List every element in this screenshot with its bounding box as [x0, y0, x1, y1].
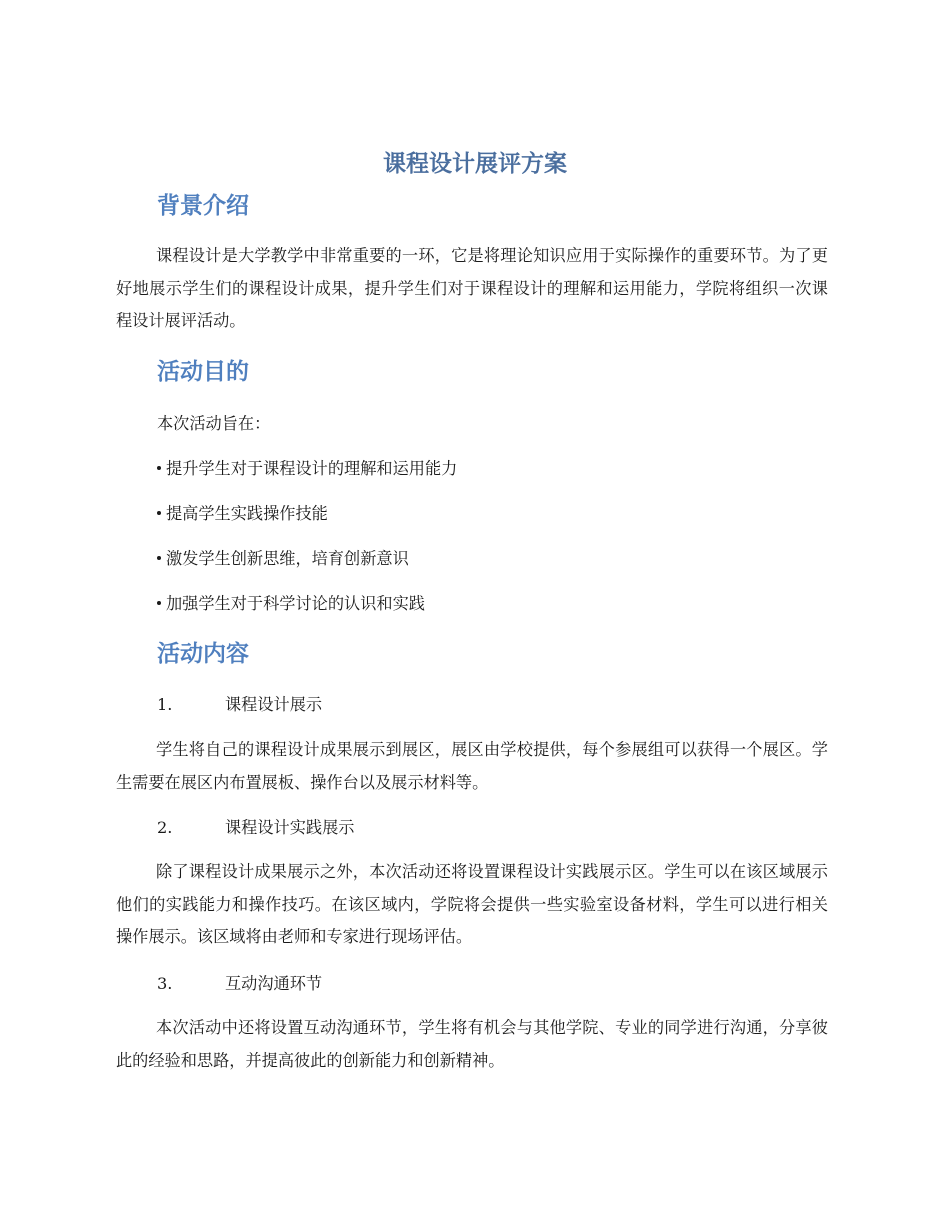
- item-number: 2.: [157, 818, 173, 837]
- bullet-text: 加强学生对于科学讨论的认识和实践: [166, 594, 425, 613]
- content-item-paragraph: 本次活动中还将设置互动沟通环节，学生将有机会与其他学院、专业的同学进行沟通，分享彼此的经验和思路，并提高彼此的创新能力和创新精神。: [116, 1018, 828, 1070]
- heading-background: 背景介绍: [157, 193, 249, 219]
- purpose-bullet: [157, 545, 409, 573]
- item-title: 互动沟通环节: [225, 974, 323, 993]
- content-item-title: [157, 814, 355, 842]
- bullet-text: 激发学生创新思维，培育创新意识: [166, 549, 409, 568]
- bullet-text: 提高学生实践操作技能: [166, 504, 328, 523]
- bullet-dot-icon: [157, 556, 161, 560]
- purpose-bullet: [157, 590, 425, 618]
- content-item-paragraph: 除了课程设计成果展示之外，本次活动还将设置课程设计实践展示区。学生可以在该区域展示他们的实践能力和操作技巧。在该区域内，学院将会提供一些实验室设备材料，学生可以进行相关操作展示。该区域将由老师和专家进行现场评估。: [116, 862, 828, 946]
- bullet-dot-icon: [157, 601, 161, 605]
- bullet-dot-icon: [157, 511, 161, 515]
- content-item-title: [157, 970, 322, 998]
- content-item-paragraph: 学生将自己的课程设计成果展示到展区，展区由学校提供，每个参展组可以获得一个展区。学生需要在展区内布置展板、操作台以及展示材料等。: [116, 740, 828, 792]
- purpose-bullet: [157, 455, 457, 483]
- bullet-dot-icon: [157, 466, 161, 470]
- document-title: 课程设计展评方案: [383, 151, 567, 177]
- item-number: 3.: [157, 974, 173, 993]
- purpose-intro: 本次活动旨在：: [157, 414, 271, 433]
- content-item-title: [157, 691, 322, 719]
- background-paragraph: 课程设计是大学教学中非常重要的一环，它是将理论知识应用于实际操作的重要环节。为了更好地展示学生们的课程设计成果，提升学生们对于课程设计的理解和运用能力，学院将组织一次课程设计展评活动。: [116, 246, 828, 330]
- item-title: 课程设计展示: [225, 695, 323, 714]
- heading-purpose: 活动目的: [157, 359, 249, 385]
- bullet-text: 提升学生对于课程设计的理解和运用能力: [166, 459, 458, 478]
- heading-content: 活动内容: [157, 641, 249, 667]
- purpose-bullet: [157, 500, 328, 528]
- item-title: 课程设计实践展示: [225, 818, 355, 837]
- item-number: 1.: [157, 695, 173, 714]
